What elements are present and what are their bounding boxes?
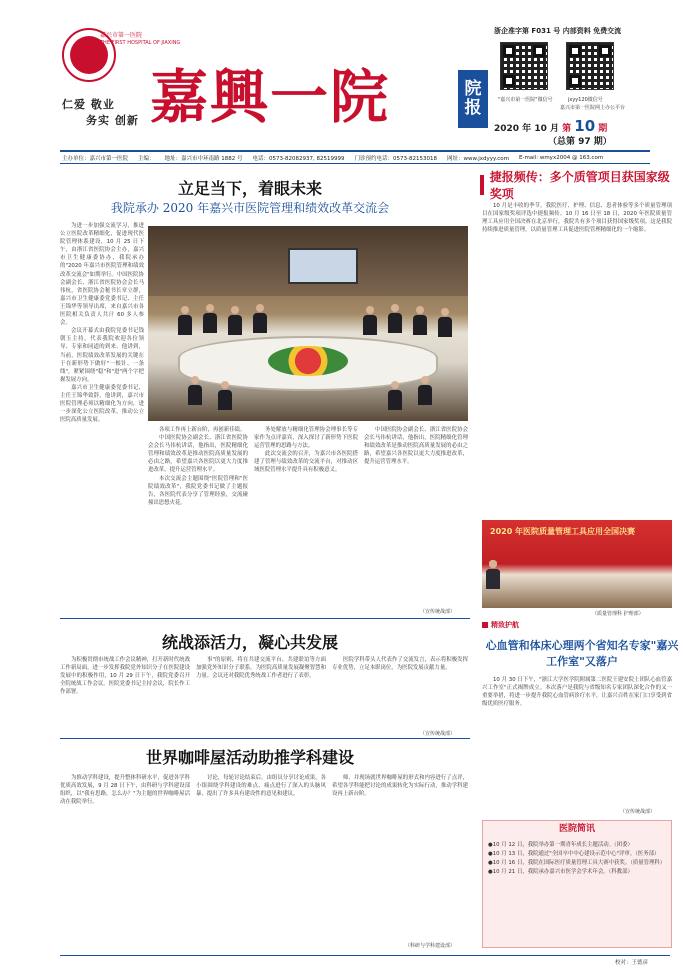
badge-bottom: 报	[464, 98, 482, 118]
section-tag-text: 精致护航	[491, 621, 519, 629]
article1-col4-para: 中国医院协会副会长、浙江省医院协会会长马伟杭讲话，他指出，医院精细化管理和绩效改革是推动医院高质量发展的必由之路，希望嘉兴各医院以更大力度推进改革，提升运营管理水平。	[364, 427, 468, 466]
divider	[60, 618, 470, 619]
right1-body	[482, 202, 672, 516]
issue-label: 第	[562, 124, 572, 134]
award-banner: 2020 年医院质量管理工具应用全国决赛	[490, 527, 636, 536]
article1-col3-para1: 务处解放与精细化管理协会理事长等专家作为点评嘉宾，深入探讨了新形势下医院运营管理的思路与方法。	[254, 427, 358, 450]
article1-para1: 为进一步加强交流学习，推进公立医院改革精细化，促进现代医院管理体系建设，10 月 25 日下午，由浙江省医院协会主办，嘉兴市卫生健康委协办，我院承办的"2020 年嘉兴市医院管理和绩效改革交流会"如期举行。中国医院协会副会长、浙江省医院协会会长马伟杭，省医院协会秘书长章立群，嘉兴市卫生健康委党委书记、主任王锦华等领导出席，来自嘉兴市各医院相关负责人共计 60 多人参会。	[60, 223, 144, 327]
info-bar	[60, 150, 650, 164]
article1-col3-para2: 此次交流会的召开，为嘉兴市各医院搭建了管理与绩效改革的交流平台，对推动区域医院管理水平提升具有积极意义。	[254, 451, 358, 474]
meeting-photo	[148, 226, 468, 421]
article1-col2	[148, 426, 248, 614]
jxyy120-qr-code-icon	[566, 42, 614, 90]
article3-col2	[196, 774, 326, 950]
article1-para3: 嘉兴市卫生健康委党委书记、主任王锦华致辞，他讲到，嘉兴市医院管理必须以精细化为方向，进一步深化公立医院改革，推动公立医院高质量发展。	[60, 384, 144, 424]
news-brief-item: ●10 月 13 日，我院通过"全国卒中中心建设示范中心"评审。（医务部）	[488, 851, 660, 857]
article1-credit: （宣传统战部）	[420, 609, 456, 615]
qr-caption-2: jxyy120微信号	[568, 97, 603, 103]
article1-col2-para1: 各项工作再上新台阶，再创新佳绩。	[159, 427, 246, 433]
award-photo	[482, 520, 672, 608]
hospital-name-en: THE FIRST HOSPITAL OF JIAXING	[100, 40, 181, 46]
serial-number: （总第 97 期）	[548, 137, 612, 147]
hospital-name-cn: 嘉兴市第一医院	[100, 32, 143, 39]
issue-suffix: 期	[598, 124, 608, 134]
badge-top: 院	[464, 79, 482, 100]
info-emergency: 门诊预约电话：0573-82153018	[354, 155, 437, 162]
footer-divider	[60, 955, 670, 956]
issue-year: 2020 年 10 月	[494, 124, 559, 134]
info-address: 地址：嘉兴市中环南路 1882 号	[164, 155, 243, 162]
proofreader: 校对：王德彦	[615, 960, 649, 966]
article2-col3-text: 医院学科带头人代表作了交流发言，表示将积极发挥专业优势，立足本职岗位，为医院发展贡献力量。	[332, 657, 468, 672]
article2-col2	[196, 656, 326, 736]
article1-title: 立足当下，着眼未来	[177, 179, 322, 198]
qr-caption-3: 嘉兴市第一医院网上办公平台	[560, 105, 626, 111]
article2-credit: （宣传统战部）	[420, 731, 456, 737]
info-editor: 主编：	[138, 155, 155, 162]
article2-col1	[60, 656, 190, 736]
section-tag	[482, 620, 519, 630]
news-brief-item: ●10 月 12 日，我院举办第一期青年成长主题活动。（团委）	[488, 842, 633, 848]
masthead	[0, 0, 683, 150]
article2-title: 统战添活力，凝心共发展	[161, 633, 338, 652]
issue-date	[494, 117, 607, 135]
article2-col3	[332, 656, 468, 736]
news-brief-title: 医院简讯	[558, 824, 595, 834]
article3-col2-text: 讨论，每轮讨论结束后，由组员分享讨论成果。各小组围绕学科建设的难点、痛点进行了深入的头脑风暴，提出了许多具有建设性的意见和建议。	[196, 775, 326, 798]
article1-col1	[60, 222, 144, 614]
divider	[60, 738, 470, 739]
info-website: 网址：www.jxdyyy.com	[446, 155, 509, 162]
article3-col3	[332, 774, 468, 950]
article3-col1	[60, 774, 190, 950]
article3-credit: （科研与学科建设部）	[405, 943, 456, 949]
qr-caption-1: "嘉兴市第一医院"微信号	[498, 97, 553, 103]
article1-col3	[254, 426, 358, 614]
wechat-qr-code-icon	[500, 42, 548, 90]
news-brief-items	[488, 841, 668, 877]
info-host: 主办单位：嘉兴市第一医院	[62, 155, 129, 162]
motto-line-1: 仁爱 敬业	[62, 98, 115, 111]
article2-col2-text: 事"的原则，将在共建交流平台、共建联谊等方面加强党外知识分子联系，为医院高质量发展凝聚智慧和力量。会议还对我院优秀统战工作者进行了表彰。	[196, 657, 326, 680]
article3-title: 世界咖啡屋活动助推学科建设	[145, 748, 354, 767]
right2-credit: （宣传统战部）	[620, 809, 656, 815]
article2-col1-text: 为积极贯彻市统战工作会议精神，打开新时代统战工作新局面，进一步发挥我院党外知识分子在医院建设发展中的积极作用，10 月 29 日下午，我院党委召开全院统战工作会议。医院党委书记主持会议，院长作工作部署。	[60, 657, 190, 696]
newspaper-title: 嘉興一院	[150, 63, 391, 131]
title-badge	[458, 70, 488, 128]
article1-col4	[364, 426, 468, 614]
article1-col2-para2: 中国医院协会副会长、浙江省医院协会会长马伟杭讲话，他指出，医院精细化管理和绩效改革是推动医院高质量发展的必由之路，希望嘉兴各医院以更大力度推进改革，提升运营管理水平。	[148, 435, 248, 474]
article3-col1-text: 为推动学科建设，提升整体科研水平，促进各学科优质高效发展，9 月 28 日下午，由科研与学科建设部组织，以"我有思路，怎么办？"为主题的世界咖啡屋活动在我院举行。	[60, 775, 190, 806]
right1-body-text: 10 月是丰收的季节，我院医疗、护理、信息、患者体验等多个质量管理项目在国家级奖项评选中捷报频传。10 月 16 日至 18 日，2020 年医院质量管理工具应用全国决赛在北京举行，我院共有多个项目获得国家级奖项。这是我院持续推进质量管理，以质量管理工具促进医院管理精细化的一个缩影。	[482, 203, 672, 234]
right1-title-text: 捷报频传：多个质管项目获国家级奖项	[489, 170, 670, 201]
article1-para2: 会议开幕式由我院党委书记钱朝玉主持，代表我院欢迎各位领导、专家和同道的到来。他讲到，当前，医院绩效改革发展的关键在于在新形势下做好"一根针、一条线"，紧紧围绕"稳"和"进"两个字把握发展方向。	[60, 328, 144, 383]
right1-title	[480, 170, 680, 201]
right2-body	[482, 676, 672, 814]
motto-line-2: 务实 创新	[86, 114, 139, 127]
publication-line: 浙企准字第 F031 号 内部资料 免费交流	[494, 27, 622, 35]
news-brief-item: ●10 月 16 日，我院在国际医疗质量管理工具大赛中获奖。（质量管理科）	[488, 860, 666, 866]
news-brief-box	[482, 820, 672, 948]
info-phone: 电话：0573-82082937, 82519999	[252, 155, 345, 162]
news-brief-item: ●10 月 21 日，我院承办嘉兴市医学会学术年会。（科教部）	[488, 869, 633, 875]
right2-body-text: 10 月 30 日下午，"浙江大学医学院附属第二医院王建安院士团队心血管嘉兴工作室"正式揭牌成立。本次落户是我院与省级知名专家团队深化合作的又一重要举措，将进一步提升我院心血管病诊疗水平，让嘉兴百姓在家门口享受到省级优质医疗服务。	[482, 677, 672, 708]
article3-col3-text: 师，并现场就世界咖啡屋的形式和内容进行了点评，希望各学科能把讨论的成果转化为实际行动，推动学科建设再上新台阶。	[332, 775, 468, 798]
info-email: E-mail: wmyx2004 @ 163.com	[518, 154, 604, 161]
article1-col2-para3: 本次交流会主题围绕"医院管理和"医院绩效改革"，我院党委书记做了主题报告，各医院代表分享了管理经验，交流碰撞出思想火花。	[148, 475, 248, 506]
right2-title: 心血管和体床心理两个省知名专家"嘉兴工作室"又落户	[485, 639, 679, 668]
article1-subtitle: 我院承办 2020 年嘉兴市医院管理和绩效改革交流会	[110, 201, 390, 215]
issue-number: 10	[574, 117, 596, 135]
right1-credit: （质量管理科 护理部）	[592, 611, 644, 617]
